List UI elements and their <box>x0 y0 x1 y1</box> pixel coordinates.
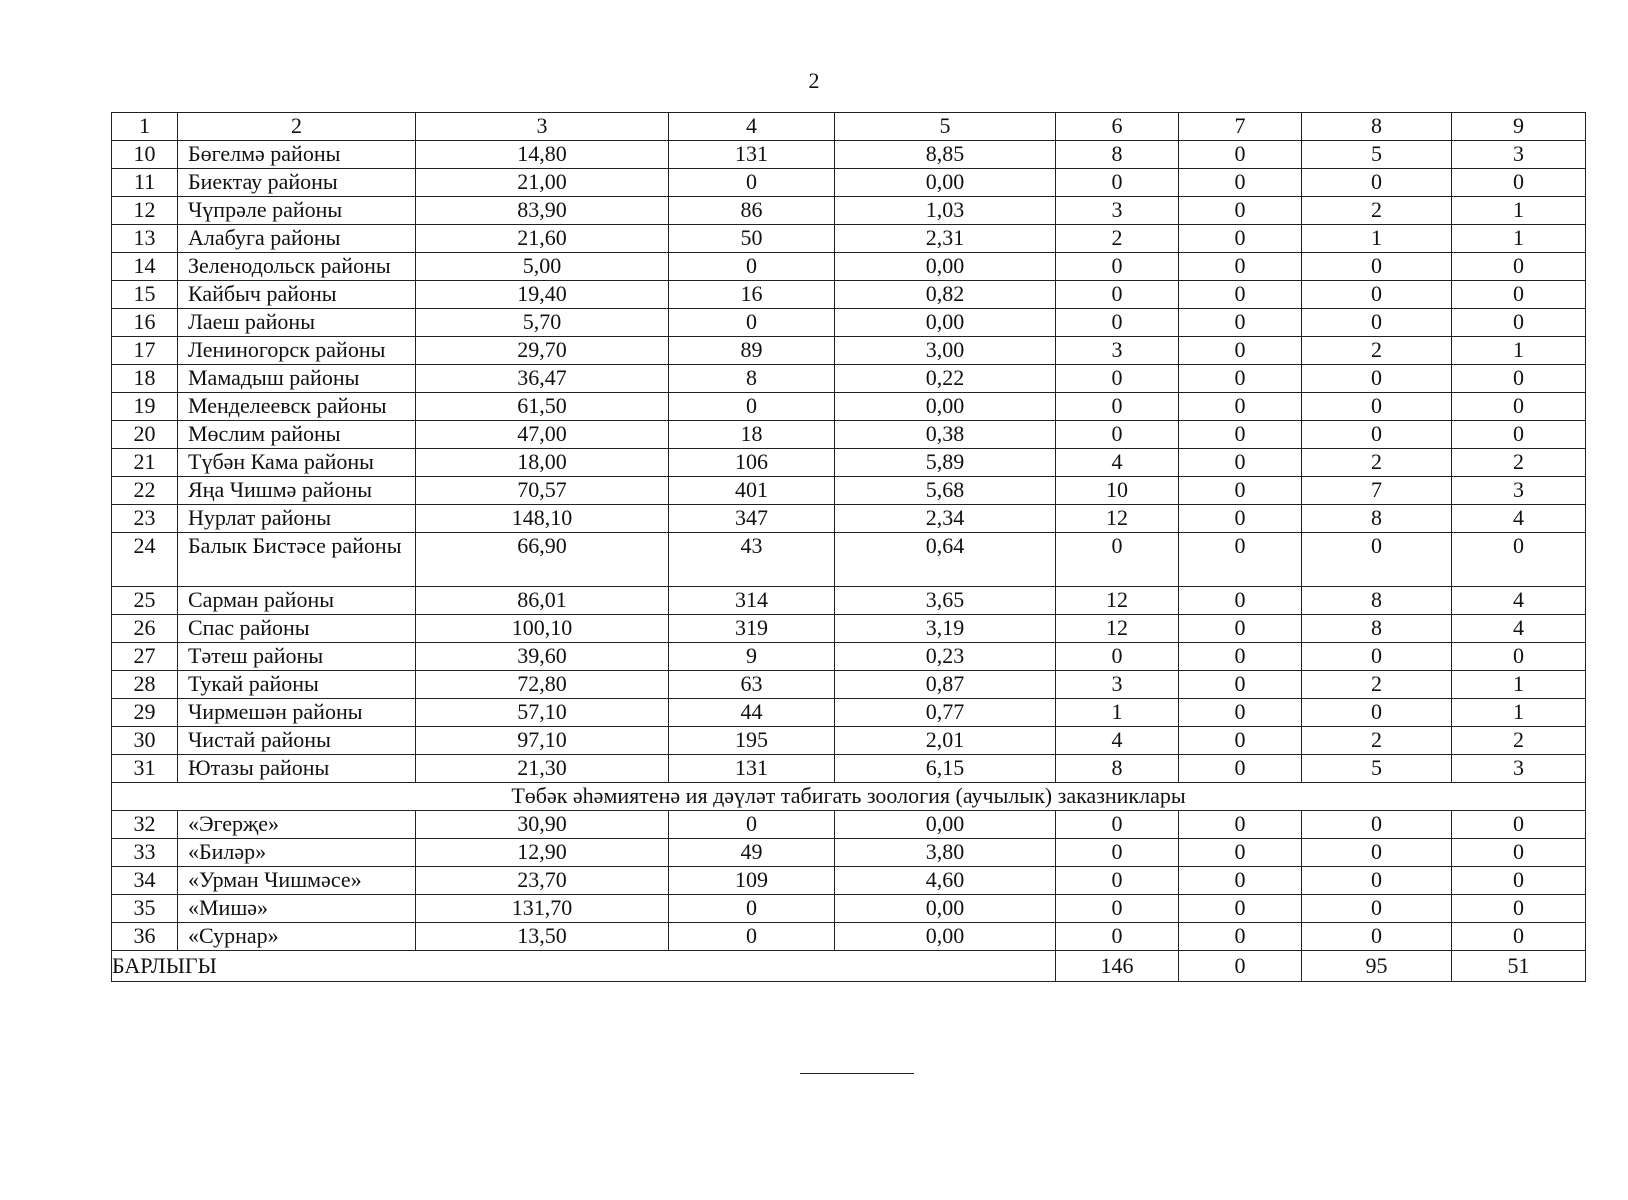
value-cell: 0 <box>1179 365 1302 393</box>
value-cell: 4 <box>1452 587 1586 615</box>
district-name-cell: Нурлат районы <box>178 505 416 533</box>
value-cell: 0 <box>1452 281 1586 309</box>
value-cell: 72,80 <box>416 671 669 699</box>
value-cell: 2 <box>1302 449 1452 477</box>
value-cell: 0 <box>1179 253 1302 281</box>
value-cell: 50 <box>669 225 835 253</box>
closing-rule <box>800 1073 914 1074</box>
value-cell: 0 <box>1179 141 1302 169</box>
value-cell: 4 <box>1056 449 1179 477</box>
value-cell: 0 <box>1179 477 1302 505</box>
table-row <box>112 225 1586 253</box>
value-cell: 0,00 <box>835 393 1056 421</box>
value-cell: 1 <box>1452 225 1586 253</box>
table-row <box>112 477 1586 505</box>
table-row <box>112 727 1586 755</box>
district-name-cell: Яңа Чишмә районы <box>178 477 416 505</box>
value-cell: 319 <box>669 615 835 643</box>
value-cell: 0 <box>1179 671 1302 699</box>
table-row <box>112 309 1586 337</box>
row-number-cell: 17 <box>112 337 178 365</box>
value-cell: 86 <box>669 197 835 225</box>
table-row <box>112 923 1586 951</box>
value-cell: 57,10 <box>416 699 669 727</box>
value-cell: 0 <box>1179 225 1302 253</box>
column-number-cell: 9 <box>1452 113 1586 141</box>
row-number-cell: 18 <box>112 365 178 393</box>
table-row <box>112 197 1586 225</box>
value-cell: 0 <box>1452 839 1586 867</box>
value-cell: 0 <box>1302 811 1452 839</box>
district-name-cell: Зеленодольск районы <box>178 253 416 281</box>
value-cell: 0 <box>1302 169 1452 197</box>
value-cell: 0,00 <box>835 309 1056 337</box>
district-name-cell: Менделеевск районы <box>178 393 416 421</box>
value-cell: 0 <box>1056 421 1179 449</box>
district-name-cell: Ютазы районы <box>178 755 416 783</box>
value-cell: 0 <box>1302 895 1452 923</box>
value-cell: 2 <box>1302 337 1452 365</box>
value-cell: 0,87 <box>835 671 1056 699</box>
value-cell: 0 <box>1452 253 1586 281</box>
row-number-cell: 25 <box>112 587 178 615</box>
district-name-cell: Чирмешән районы <box>178 699 416 727</box>
section-heading-row <box>112 783 1586 811</box>
value-cell: 0 <box>1056 365 1179 393</box>
section-title: Төбәк әһәмиятенә ия дәүләт табигать зоология (аучылык) заказниклары <box>112 783 1586 811</box>
row-number-cell: 30 <box>112 727 178 755</box>
value-cell: 36,47 <box>416 365 669 393</box>
value-cell: 1 <box>1056 699 1179 727</box>
value-cell: 5,00 <box>416 253 669 281</box>
value-cell: 23,70 <box>416 867 669 895</box>
reserve-name-cell: «Биләр» <box>178 839 416 867</box>
value-cell: 0 <box>1302 365 1452 393</box>
value-cell: 0 <box>1056 533 1179 587</box>
value-cell: 1 <box>1302 225 1452 253</box>
value-cell: 43 <box>669 533 835 587</box>
value-cell: 8 <box>1302 615 1452 643</box>
table-header-row <box>112 113 1586 141</box>
value-cell: 0,00 <box>835 811 1056 839</box>
value-cell: 3,00 <box>835 337 1056 365</box>
district-name-cell: Тукай районы <box>178 671 416 699</box>
value-cell: 83,90 <box>416 197 669 225</box>
value-cell: 0 <box>1452 533 1586 587</box>
value-cell: 195 <box>669 727 835 755</box>
value-cell: 0 <box>1056 281 1179 309</box>
total-value-cell: 146 <box>1056 951 1179 982</box>
district-name-cell: Түбән Кама районы <box>178 449 416 477</box>
value-cell: 0 <box>1452 811 1586 839</box>
row-number-cell: 10 <box>112 141 178 169</box>
value-cell: 61,50 <box>416 393 669 421</box>
value-cell: 0 <box>1056 169 1179 197</box>
value-cell: 0 <box>1302 923 1452 951</box>
value-cell: 0 <box>1179 393 1302 421</box>
value-cell: 0 <box>1179 867 1302 895</box>
value-cell: 9 <box>669 643 835 671</box>
district-name-cell: Биектау районы <box>178 169 416 197</box>
district-name-cell: Балык Бистәсе районы <box>178 533 416 587</box>
value-cell: 0 <box>1452 643 1586 671</box>
value-cell: 0,64 <box>835 533 1056 587</box>
district-name-cell: Спас районы <box>178 615 416 643</box>
value-cell: 8 <box>1056 755 1179 783</box>
table-row <box>112 755 1586 783</box>
value-cell: 10 <box>1056 477 1179 505</box>
value-cell: 0,00 <box>835 895 1056 923</box>
value-cell: 0,23 <box>835 643 1056 671</box>
value-cell: 0,00 <box>835 253 1056 281</box>
value-cell: 0 <box>669 923 835 951</box>
value-cell: 2,34 <box>835 505 1056 533</box>
value-cell: 0 <box>1056 643 1179 671</box>
value-cell: 0 <box>1452 365 1586 393</box>
value-cell: 0 <box>1179 421 1302 449</box>
value-cell: 0 <box>669 811 835 839</box>
row-number-cell: 36 <box>112 923 178 951</box>
column-number-cell: 6 <box>1056 113 1179 141</box>
value-cell: 0 <box>1056 923 1179 951</box>
total-value-cell: 51 <box>1452 951 1586 982</box>
value-cell: 97,10 <box>416 727 669 755</box>
total-value-cell: 95 <box>1302 951 1452 982</box>
column-number-cell: 4 <box>669 113 835 141</box>
value-cell: 8,85 <box>835 141 1056 169</box>
value-cell: 21,30 <box>416 755 669 783</box>
value-cell: 1 <box>1452 337 1586 365</box>
value-cell: 3,65 <box>835 587 1056 615</box>
value-cell: 0 <box>1179 643 1302 671</box>
district-name-cell: Чистай районы <box>178 727 416 755</box>
value-cell: 63 <box>669 671 835 699</box>
row-number-cell: 20 <box>112 421 178 449</box>
row-number-cell: 29 <box>112 699 178 727</box>
value-cell: 0 <box>1179 587 1302 615</box>
value-cell: 0 <box>1302 421 1452 449</box>
value-cell: 0 <box>1179 727 1302 755</box>
value-cell: 66,90 <box>416 533 669 587</box>
table-row <box>112 169 1586 197</box>
row-number-cell: 24 <box>112 533 178 587</box>
value-cell: 0 <box>1179 895 1302 923</box>
value-cell: 0 <box>1179 533 1302 587</box>
value-cell: 0 <box>669 309 835 337</box>
row-number-cell: 31 <box>112 755 178 783</box>
column-number-cell: 3 <box>416 113 669 141</box>
table-row <box>112 449 1586 477</box>
value-cell: 3 <box>1056 337 1179 365</box>
page-number: 2 <box>808 68 820 93</box>
value-cell: 0 <box>1302 643 1452 671</box>
value-cell: 3,19 <box>835 615 1056 643</box>
table-row <box>112 811 1586 839</box>
row-number-cell: 35 <box>112 895 178 923</box>
row-number-cell: 26 <box>112 615 178 643</box>
table-row <box>112 699 1586 727</box>
district-name-cell: Чүпрәле районы <box>178 197 416 225</box>
value-cell: 18 <box>669 421 835 449</box>
column-number-cell: 1 <box>112 113 178 141</box>
value-cell: 5 <box>1302 755 1452 783</box>
value-cell: 3 <box>1056 197 1179 225</box>
value-cell: 314 <box>669 587 835 615</box>
total-label: БАРЛЫГЫ <box>112 951 1056 982</box>
value-cell: 1 <box>1452 197 1586 225</box>
district-name-cell: Кайбыч районы <box>178 281 416 309</box>
column-number-cell: 7 <box>1179 113 1302 141</box>
value-cell: 0 <box>669 895 835 923</box>
value-cell: 5,68 <box>835 477 1056 505</box>
value-cell: 8 <box>1302 505 1452 533</box>
value-cell: 0 <box>1179 337 1302 365</box>
value-cell: 12 <box>1056 505 1179 533</box>
value-cell: 2 <box>1302 197 1452 225</box>
district-name-cell: Мөслим районы <box>178 421 416 449</box>
total-row <box>112 951 1586 982</box>
value-cell: 148,10 <box>416 505 669 533</box>
value-cell: 8 <box>1302 587 1452 615</box>
value-cell: 29,70 <box>416 337 669 365</box>
value-cell: 1 <box>1452 699 1586 727</box>
value-cell: 0 <box>1056 839 1179 867</box>
value-cell: 0 <box>1179 281 1302 309</box>
row-number-cell: 12 <box>112 197 178 225</box>
value-cell: 1 <box>1452 671 1586 699</box>
value-cell: 0 <box>1302 281 1452 309</box>
table-row <box>112 587 1586 615</box>
value-cell: 1,03 <box>835 197 1056 225</box>
value-cell: 0 <box>1179 839 1302 867</box>
table-row <box>112 281 1586 309</box>
value-cell: 5,89 <box>835 449 1056 477</box>
value-cell: 0 <box>1452 309 1586 337</box>
value-cell: 0,38 <box>835 421 1056 449</box>
row-number-cell: 11 <box>112 169 178 197</box>
value-cell: 2 <box>1452 449 1586 477</box>
value-cell: 12 <box>1056 615 1179 643</box>
table-row <box>112 895 1586 923</box>
value-cell: 21,60 <box>416 225 669 253</box>
value-cell: 19,40 <box>416 281 669 309</box>
value-cell: 13,50 <box>416 923 669 951</box>
row-number-cell: 19 <box>112 393 178 421</box>
value-cell: 14,80 <box>416 141 669 169</box>
row-number-cell: 28 <box>112 671 178 699</box>
column-number-cell: 2 <box>178 113 416 141</box>
row-number-cell: 13 <box>112 225 178 253</box>
value-cell: 0 <box>669 393 835 421</box>
table-row <box>112 867 1586 895</box>
value-cell: 0 <box>1056 309 1179 337</box>
value-cell: 8 <box>1056 141 1179 169</box>
value-cell: 4 <box>1452 615 1586 643</box>
value-cell: 7 <box>1302 477 1452 505</box>
district-name-cell: Алабуга районы <box>178 225 416 253</box>
value-cell: 2,01 <box>835 727 1056 755</box>
table-row <box>112 839 1586 867</box>
value-cell: 0 <box>1179 169 1302 197</box>
value-cell: 0,00 <box>835 169 1056 197</box>
value-cell: 0,00 <box>835 923 1056 951</box>
district-name-cell: Тәтеш районы <box>178 643 416 671</box>
value-cell: 49 <box>669 839 835 867</box>
value-cell: 16 <box>669 281 835 309</box>
value-cell: 3 <box>1056 671 1179 699</box>
value-cell: 70,57 <box>416 477 669 505</box>
value-cell: 0 <box>1302 533 1452 587</box>
value-cell: 0 <box>1302 309 1452 337</box>
value-cell: 0 <box>1179 755 1302 783</box>
value-cell: 86,01 <box>416 587 669 615</box>
value-cell: 0 <box>1056 393 1179 421</box>
value-cell: 4,60 <box>835 867 1056 895</box>
value-cell: 0,82 <box>835 281 1056 309</box>
district-name-cell: Бөгелмә районы <box>178 141 416 169</box>
value-cell: 0 <box>1179 811 1302 839</box>
row-number-cell: 34 <box>112 867 178 895</box>
value-cell: 0 <box>1302 393 1452 421</box>
value-cell: 4 <box>1452 505 1586 533</box>
value-cell: 0 <box>1179 505 1302 533</box>
value-cell: 0,22 <box>835 365 1056 393</box>
value-cell: 18,00 <box>416 449 669 477</box>
value-cell: 2 <box>1056 225 1179 253</box>
value-cell: 131 <box>669 141 835 169</box>
value-cell: 0 <box>669 169 835 197</box>
table-row <box>112 337 1586 365</box>
value-cell: 0 <box>669 253 835 281</box>
value-cell: 2,31 <box>835 225 1056 253</box>
value-cell: 12,90 <box>416 839 669 867</box>
value-cell: 0 <box>1056 895 1179 923</box>
district-name-cell: Лаеш районы <box>178 309 416 337</box>
value-cell: 106 <box>669 449 835 477</box>
value-cell: 0 <box>1056 867 1179 895</box>
value-cell: 0,77 <box>835 699 1056 727</box>
row-number-cell: 14 <box>112 253 178 281</box>
reserve-name-cell: «Мишә» <box>178 895 416 923</box>
value-cell: 0 <box>1452 895 1586 923</box>
row-number-cell: 22 <box>112 477 178 505</box>
table-row <box>112 141 1586 169</box>
value-cell: 131,70 <box>416 895 669 923</box>
value-cell: 4 <box>1056 727 1179 755</box>
table-row <box>112 533 1586 587</box>
value-cell: 3,80 <box>835 839 1056 867</box>
data-table <box>111 112 1586 982</box>
value-cell: 39,60 <box>416 643 669 671</box>
value-cell: 5 <box>1302 141 1452 169</box>
value-cell: 0 <box>1056 811 1179 839</box>
value-cell: 2 <box>1302 727 1452 755</box>
table-row <box>112 365 1586 393</box>
value-cell: 6,15 <box>835 755 1056 783</box>
value-cell: 347 <box>669 505 835 533</box>
table-row <box>112 393 1586 421</box>
value-cell: 0 <box>1302 699 1452 727</box>
value-cell: 2 <box>1302 671 1452 699</box>
value-cell: 0 <box>1302 253 1452 281</box>
value-cell: 0 <box>1452 867 1586 895</box>
table-row <box>112 253 1586 281</box>
value-cell: 8 <box>669 365 835 393</box>
row-number-cell: 32 <box>112 811 178 839</box>
value-cell: 0 <box>1179 923 1302 951</box>
column-number-cell: 8 <box>1302 113 1452 141</box>
value-cell: 3 <box>1452 477 1586 505</box>
table-row <box>112 421 1586 449</box>
column-number-cell: 5 <box>835 113 1056 141</box>
value-cell: 3 <box>1452 755 1586 783</box>
reserve-name-cell: «Эгерҗе» <box>178 811 416 839</box>
district-name-cell: Лениногорск районы <box>178 337 416 365</box>
table-row <box>112 505 1586 533</box>
row-number-cell: 16 <box>112 309 178 337</box>
value-cell: 2 <box>1452 727 1586 755</box>
row-number-cell: 15 <box>112 281 178 309</box>
value-cell: 44 <box>669 699 835 727</box>
value-cell: 0 <box>1452 169 1586 197</box>
value-cell: 5,70 <box>416 309 669 337</box>
row-number-cell: 23 <box>112 505 178 533</box>
value-cell: 109 <box>669 867 835 895</box>
district-name-cell: Мамадыш районы <box>178 365 416 393</box>
value-cell: 100,10 <box>416 615 669 643</box>
value-cell: 89 <box>669 337 835 365</box>
value-cell: 0 <box>1179 309 1302 337</box>
row-number-cell: 33 <box>112 839 178 867</box>
table-row <box>112 671 1586 699</box>
total-value-cell: 0 <box>1179 951 1302 982</box>
value-cell: 0 <box>1179 197 1302 225</box>
value-cell: 401 <box>669 477 835 505</box>
value-cell: 21,00 <box>416 169 669 197</box>
value-cell: 0 <box>1179 699 1302 727</box>
value-cell: 0 <box>1302 839 1452 867</box>
table-row <box>112 615 1586 643</box>
reserve-name-cell: «Урман Чишмәсе» <box>178 867 416 895</box>
reserve-name-cell: «Сурнар» <box>178 923 416 951</box>
value-cell: 47,00 <box>416 421 669 449</box>
value-cell: 0 <box>1452 421 1586 449</box>
value-cell: 0 <box>1056 253 1179 281</box>
table-row <box>112 643 1586 671</box>
value-cell: 0 <box>1302 867 1452 895</box>
row-number-cell: 21 <box>112 449 178 477</box>
value-cell: 30,90 <box>416 811 669 839</box>
row-number-cell: 27 <box>112 643 178 671</box>
value-cell: 12 <box>1056 587 1179 615</box>
value-cell: 3 <box>1452 141 1586 169</box>
value-cell: 0 <box>1452 393 1586 421</box>
value-cell: 131 <box>669 755 835 783</box>
value-cell: 0 <box>1179 449 1302 477</box>
value-cell: 0 <box>1179 615 1302 643</box>
district-name-cell: Сарман районы <box>178 587 416 615</box>
value-cell: 0 <box>1452 923 1586 951</box>
